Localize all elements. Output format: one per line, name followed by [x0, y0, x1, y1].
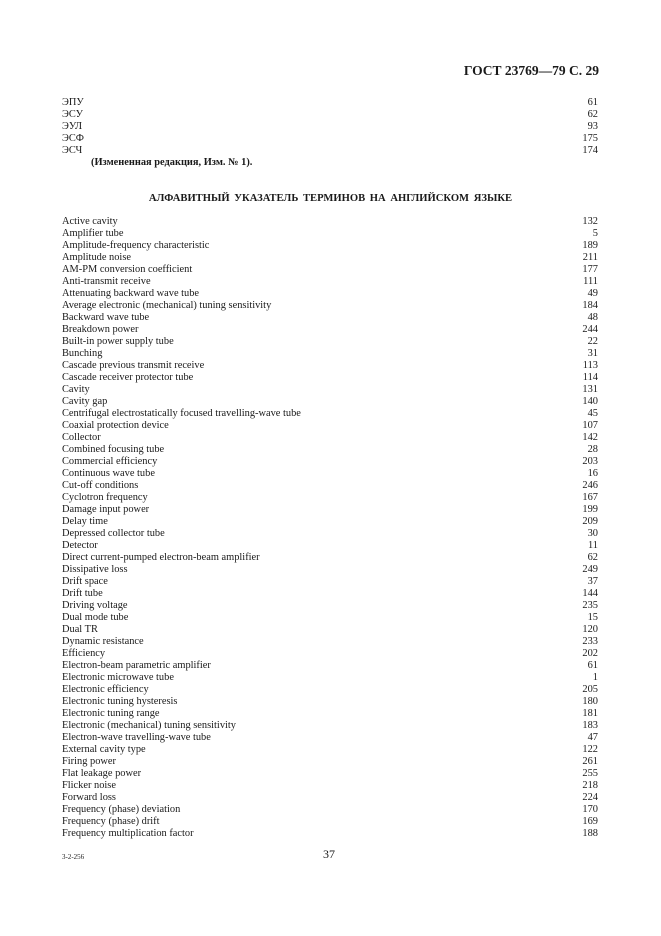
index-row [62, 660, 598, 672]
index-number: 218 [582, 780, 598, 791]
index-term: Dissipative loss [62, 564, 128, 575]
index-number: 1 [592, 672, 598, 683]
index-row [62, 792, 598, 804]
index-row [62, 133, 598, 145]
index-number: 16 [587, 468, 598, 479]
index-number: 211 [582, 252, 598, 263]
index-term: Collector [62, 432, 101, 443]
index-number: 175 [582, 133, 598, 144]
index-term: Breakdown power [62, 324, 139, 335]
index-row [62, 336, 598, 348]
index-term: Detector [62, 540, 98, 551]
index-term: Cavity [62, 384, 90, 395]
index-number: 22 [587, 336, 598, 347]
index-row [62, 576, 598, 588]
index-term: Frequency (phase) deviation [62, 804, 181, 815]
index-number: 199 [582, 504, 598, 515]
index-number: 244 [582, 324, 598, 335]
index-number: 174 [582, 145, 598, 156]
index-term: Drift space [62, 576, 108, 587]
index-number: 28 [587, 444, 598, 455]
index-row [62, 588, 598, 600]
index-term: Amplitude-frequency characteristic [62, 240, 210, 251]
index-number: 184 [582, 300, 598, 311]
index-row [62, 648, 598, 660]
index-number: 5 [592, 228, 598, 239]
index-row [62, 252, 598, 264]
index-number: 142 [582, 432, 598, 443]
index-number: 255 [582, 768, 598, 779]
index-number: 120 [582, 624, 598, 635]
index-term: Centrifugal electrostatically focused travelling-wave tube [62, 408, 301, 419]
index-number: 62 [587, 552, 598, 563]
index-term: External cavity type [62, 744, 146, 755]
index-term: Backward wave tube [62, 312, 150, 323]
index-row [62, 468, 598, 480]
index-number: 62 [587, 109, 598, 120]
index-row [62, 408, 598, 420]
index-row [62, 372, 598, 384]
index-term: Electronic tuning hysteresis [62, 696, 178, 707]
index-term: ЭСФ [62, 133, 84, 144]
index-row [62, 109, 598, 121]
index-row [62, 360, 598, 372]
index-number: 180 [582, 696, 598, 707]
index-row [62, 396, 598, 408]
index-row [62, 121, 598, 133]
index-number: 233 [582, 636, 598, 647]
index-row [62, 672, 598, 684]
index-row [62, 564, 598, 576]
index-row [62, 816, 598, 828]
section-title: АЛФАВИТНЫЙ УКАЗАТЕЛЬ ТЕРМИНОВ НА АНГЛИЙСКОМ ЯЗЫКЕ [148, 193, 513, 204]
index-number: 11 [587, 540, 598, 551]
index-term: Damage input power [62, 504, 150, 515]
index-row [62, 540, 598, 552]
index-term: Drift tube [62, 588, 103, 599]
index-number: 111 [583, 276, 598, 287]
index-term: Efficiency [62, 648, 106, 659]
index-number: 113 [582, 360, 598, 371]
index-term: Active cavity [62, 216, 118, 227]
index-term: Electronic tuning range [62, 708, 160, 719]
index-row [62, 720, 598, 732]
index-row [62, 804, 598, 816]
index-term: Attenuating backward wave tube [62, 288, 200, 299]
index-term: Electron-wave travelling-wave tube [62, 732, 211, 743]
index-number: 49 [587, 288, 598, 299]
index-number: 61 [587, 97, 598, 108]
index-term: Coaxial protection device [62, 420, 169, 431]
index-row [62, 348, 598, 360]
index-term: Forward loss [62, 792, 116, 803]
index-row [62, 288, 598, 300]
index-term: Direct current-pumped electron-beam amplifier [62, 552, 260, 563]
index-number: 15 [587, 612, 598, 623]
index-term: AM-PM conversion coefficient [62, 264, 193, 275]
previous-index-list [62, 97, 598, 157]
index-number: 114 [582, 372, 598, 383]
index-row [62, 480, 598, 492]
index-row [62, 696, 598, 708]
index-term: Electronic (mechanical) tuning sensitivity [62, 720, 236, 731]
index-term: Anti-transmit receive [62, 276, 151, 287]
index-term: Firing power [62, 756, 116, 767]
index-term: Cavity gap [62, 396, 108, 407]
index-term: Dual mode tube [62, 612, 129, 623]
index-row [62, 216, 598, 228]
index-number: 48 [587, 312, 598, 323]
index-term: Built-in power supply tube [62, 336, 174, 347]
index-number: 261 [582, 756, 598, 767]
index-row [62, 97, 598, 109]
index-term: Cut-off conditions [62, 480, 139, 491]
index-row [62, 444, 598, 456]
index-term: Average electronic (mechanical) tuning sensitivity [62, 300, 272, 311]
index-row [62, 624, 598, 636]
footer-code: 3-2-256 [62, 853, 85, 861]
index-number: 203 [582, 456, 598, 467]
index-number: 170 [582, 804, 598, 815]
index-row [62, 145, 598, 157]
index-number: 45 [587, 408, 598, 419]
index-number: 30 [587, 528, 598, 539]
index-row [62, 708, 598, 720]
index-row [62, 456, 598, 468]
index-term: Flat leakage power [62, 768, 142, 779]
index-term: Amplitude noise [62, 252, 131, 263]
index-number: 140 [582, 396, 598, 407]
index-term: Cyclotron frequency [62, 492, 148, 503]
english-terms-list [62, 216, 598, 840]
index-number: 246 [582, 480, 598, 491]
index-number: 188 [582, 828, 598, 839]
index-row [62, 828, 598, 840]
index-term: Electron-beam parametric amplifier [62, 660, 211, 671]
index-term: Electronic efficiency [62, 684, 149, 695]
index-number: 131 [582, 384, 598, 395]
index-number: 189 [582, 240, 598, 251]
index-number: 144 [582, 588, 598, 599]
index-term: Depressed collector tube [62, 528, 165, 539]
index-number: 167 [582, 492, 598, 503]
index-row [62, 504, 598, 516]
index-number: 209 [582, 516, 598, 527]
index-row [62, 516, 598, 528]
index-row [62, 240, 598, 252]
index-row [62, 300, 598, 312]
index-number: 122 [582, 744, 598, 755]
index-term: ЭСУ [62, 109, 84, 120]
index-row [62, 384, 598, 396]
index-row [62, 492, 598, 504]
index-row [62, 228, 598, 240]
index-term: Bunching [62, 348, 103, 359]
index-term: ЭСЧ [62, 145, 83, 156]
index-number: 205 [582, 684, 598, 695]
index-term: Flicker noise [62, 780, 116, 791]
index-term: Amplifier tube [62, 228, 124, 239]
index-number: 235 [582, 600, 598, 611]
index-row [62, 552, 598, 564]
index-row [62, 420, 598, 432]
index-row [62, 312, 598, 324]
index-number: 224 [582, 792, 598, 803]
index-row [62, 276, 598, 288]
index-term: Continuous wave tube [62, 468, 155, 479]
page-number: 37 [323, 847, 335, 861]
index-row [62, 684, 598, 696]
index-row [62, 612, 598, 624]
index-term: ЭПУ [62, 97, 84, 108]
index-row [62, 432, 598, 444]
index-term: Commercial efficiency [62, 456, 158, 467]
index-term: Frequency multiplication factor [62, 828, 194, 839]
index-number: 47 [587, 732, 598, 743]
index-term: Dual TR [62, 624, 98, 635]
index-number: 183 [582, 720, 598, 731]
index-number: 177 [582, 264, 598, 275]
page-header: ГОСТ 23769—79 С. 29 [463, 63, 599, 78]
index-row [62, 528, 598, 540]
index-term: Dynamic resistance [62, 636, 144, 647]
index-row [62, 768, 598, 780]
edit-note: (Измененная редакция, Изм. № 1). [91, 157, 253, 168]
index-row [62, 744, 598, 756]
index-term: Electronic microwave tube [62, 672, 174, 683]
index-row [62, 264, 598, 276]
index-number: 132 [582, 216, 598, 227]
index-number: 107 [582, 420, 598, 431]
index-number: 93 [587, 121, 598, 132]
index-term: ЭУЛ [62, 121, 83, 132]
index-term: Combined focusing tube [62, 444, 165, 455]
index-term: Cascade previous transmit receive [62, 360, 205, 371]
index-number: 61 [587, 660, 598, 671]
index-number: 31 [587, 348, 598, 359]
index-number: 249 [582, 564, 598, 575]
index-term: Frequency (phase) drift [62, 816, 160, 827]
index-number: 37 [587, 576, 598, 587]
index-row [62, 636, 598, 648]
index-row [62, 732, 598, 744]
index-number: 202 [582, 648, 598, 659]
index-row [62, 324, 598, 336]
index-row [62, 756, 598, 768]
index-number: 169 [582, 816, 598, 827]
index-row [62, 600, 598, 612]
index-term: Driving voltage [62, 600, 128, 611]
index-number: 181 [582, 708, 598, 719]
index-term: Delay time [62, 516, 108, 527]
index-term: Cascade receiver protector tube [62, 372, 194, 383]
index-row [62, 780, 598, 792]
